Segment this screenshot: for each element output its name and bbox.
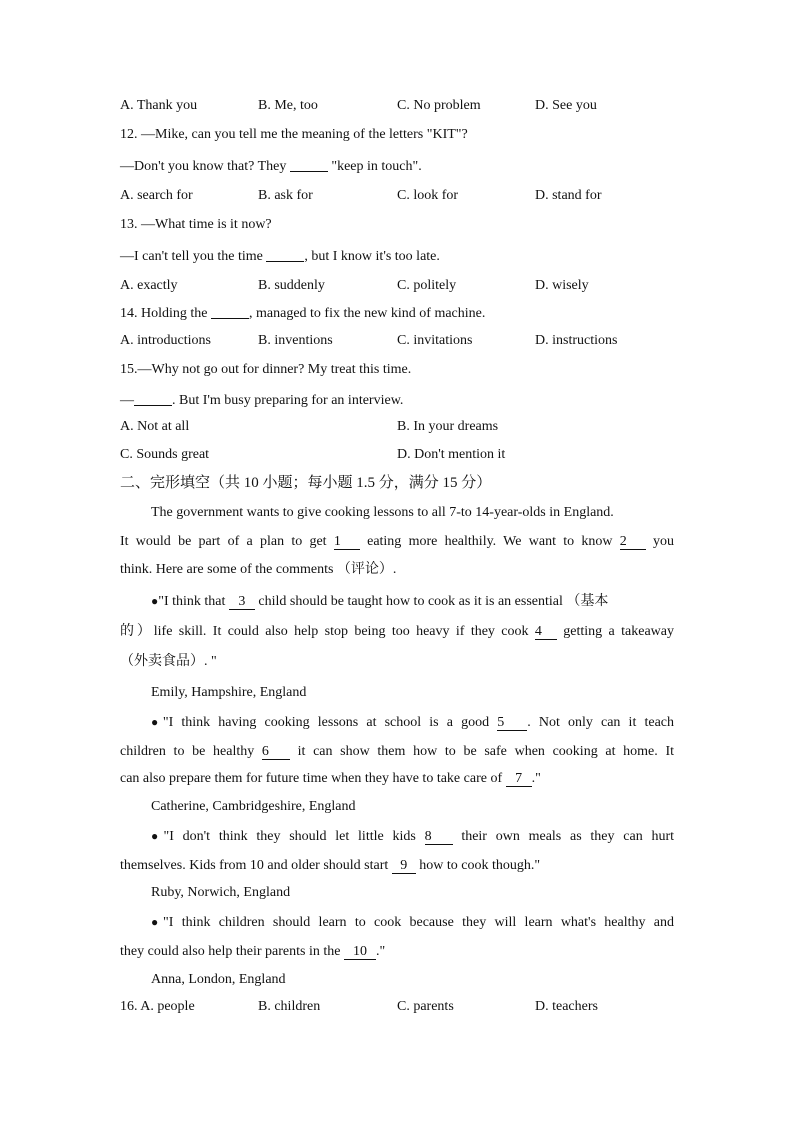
- q16-option-b: B. children: [258, 999, 321, 1014]
- comment-2-line-3: can also prepare them for future time when they have to take care of 7 .": [120, 771, 541, 786]
- comment-2-line-2: children to be healthy 6 it can show them how to be safe when cooking at home. It: [120, 744, 674, 759]
- blank-line[interactable]: [211, 304, 249, 319]
- comment-4-line-2: they could also help their parents in the 10 .": [120, 944, 386, 959]
- intro-line-3: think. Here are some of the comments （评论）.: [120, 562, 397, 577]
- comment-3-line-2: themselves. Kids from 10 and older should start 9 how to cook though.": [120, 858, 541, 873]
- intro-line-1: The government wants to give cooking lessons to all 7-to 14-year-olds in England.: [151, 505, 614, 520]
- blank-line[interactable]: [266, 247, 304, 262]
- comment-1-line-2: 的）life skill. It could also help stop being too heavy if they cook 4 getting a takeaway: [120, 624, 674, 639]
- blank-5[interactable]: 5: [497, 715, 527, 731]
- blank-2[interactable]: 2: [620, 534, 646, 550]
- q11-option-b: B. Me, too: [258, 98, 318, 113]
- blank-8[interactable]: 8: [425, 829, 453, 845]
- q14-question: 14. Holding the , managed to fix the new kind of machine.: [120, 306, 486, 321]
- blank-line[interactable]: [134, 391, 172, 406]
- q13-option-a: A. exactly: [120, 278, 178, 293]
- comment-1-line-1: ●"I think that 3 child should be taught how to cook as it is an essential （基本: [151, 594, 609, 609]
- q14-option-a: A. introductions: [120, 333, 211, 348]
- comment-1-line-3: （外卖食品）. ": [120, 654, 217, 669]
- bullet-icon: ●: [151, 594, 159, 608]
- q12-option-d: D. stand for: [535, 188, 602, 203]
- comment-1-signature: Emily, Hampshire, England: [151, 685, 307, 700]
- q11-option-a: A. Thank you: [120, 98, 198, 113]
- q15-option-a: A. Not at all: [120, 419, 190, 434]
- q15-question: 15.—Why not go out for dinner? My treat this time.: [120, 362, 412, 377]
- q15-answer: — . But I'm busy preparing for an interview.: [120, 393, 404, 408]
- q12-option-b: B. ask for: [258, 188, 313, 203]
- q14-option-b: B. inventions: [258, 333, 333, 348]
- comment-2-signature: Catherine, Cambridgeshire, England: [151, 799, 356, 814]
- comment-3-line-1: ●"I don't think they should let little kids 8 their own meals as they can hurt: [151, 829, 675, 844]
- q15-option-b: B. In your dreams: [397, 419, 499, 434]
- q13-option-c: C. politely: [397, 278, 457, 293]
- q16-option-c: C. parents: [397, 999, 454, 1014]
- blank-9[interactable]: 9: [392, 858, 416, 874]
- q11-option-c: C. No problem: [397, 98, 481, 113]
- q13-option-d: D. wisely: [535, 278, 589, 293]
- blank-7[interactable]: 7: [506, 771, 532, 787]
- q12-answer: —Don't you know that? They "keep in touch".: [120, 159, 422, 174]
- q14-option-d: D. instructions: [535, 333, 618, 348]
- comment-3-signature: Ruby, Norwich, England: [151, 885, 291, 900]
- q12-option-c: C. look for: [397, 188, 459, 203]
- q15-option-d: D. Don't mention it: [397, 447, 506, 462]
- blank-10[interactable]: 10: [344, 944, 376, 960]
- bullet-icon: ●: [151, 715, 163, 729]
- section-heading: 二、完形填空（共 10 小题；每小题 1.5 分，满分 15 分）: [120, 475, 492, 491]
- q14-option-c: C. invitations: [397, 333, 473, 348]
- comment-4-line-1: ●"I think children should learn to cook because they will learn what's healthy and: [151, 915, 675, 930]
- q13-question: 13. —What time is it now?: [120, 217, 272, 232]
- q15-option-c: C. Sounds great: [120, 447, 210, 462]
- q13-answer: —I can't tell you the time , but I know it's too late.: [120, 249, 440, 264]
- blank-1[interactable]: 1: [334, 534, 360, 550]
- intro-line-2: It would be part of a plan to get 1 eating more healthily. We want to know 2 you: [120, 534, 674, 549]
- q16-option-a: 16. A. people: [120, 999, 195, 1014]
- q16-option-d: D. teachers: [535, 999, 598, 1014]
- blank-4[interactable]: 4: [535, 624, 557, 640]
- bullet-icon: ●: [151, 829, 164, 843]
- q11-option-d: D. See you: [535, 98, 597, 113]
- comment-4-signature: Anna, London, England: [151, 972, 286, 987]
- blank-3[interactable]: 3: [229, 594, 255, 610]
- q13-option-b: B. suddenly: [258, 278, 325, 293]
- q12-question: 12. —Mike, can you tell me the meaning of the letters "KIT"?: [120, 127, 468, 142]
- blank-6[interactable]: 6: [262, 744, 290, 760]
- comment-2-line-1: ●"I think having cooking lessons at school is a good 5 . Not only can it teach: [151, 715, 674, 730]
- blank-line[interactable]: [290, 157, 328, 172]
- q12-option-a: A. search for: [120, 188, 193, 203]
- bullet-icon: ●: [151, 915, 164, 929]
